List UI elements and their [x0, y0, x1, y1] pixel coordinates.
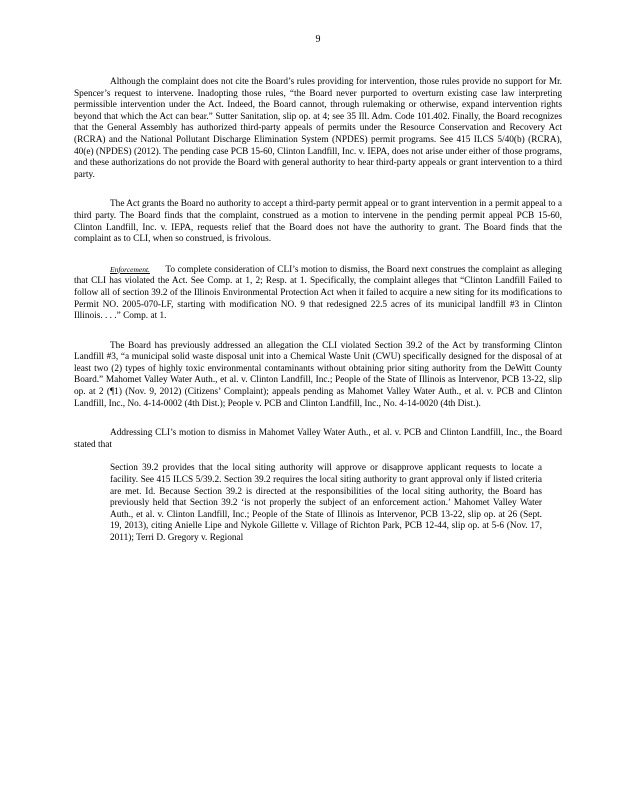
paragraph-prior-allegation: The Board has previously addressed an allegation the CLI violated Section 39.2 of the Act by transforming Clinton Landfill #3, “a municipal solid waste disposal unit into a Chemical Waste Unit (CWU) specifically designed for the disposal of at least two (2) types of highly toxic environmental contaminants without obtaining prior siting authority from the DeWitt County Board.” Mahomet Valley Water Auth., et al. v. Clinton Landfill, Inc.; People of the State of Illinois as Intervenor, PCB 13-22, slip op. at 2 (¶1) (Nov. 9, 2012) (Citizens’ Complaint); appeals pending as Mahomet Valley Water Auth., et al. v. PCB and Clinton Landfill, Inc., No. 4-14-0002 (4th Dist.); People v. PCB and Clinton Landfill, Inc., No. 4-14-0020 (4th Dist.). — [74, 340, 562, 409]
enforcement-heading: Enforcement. — [110, 264, 150, 274]
page-number: 9 — [315, 34, 321, 45]
paragraph-third-party-authority: The Act grants the Board no authority to accept a third-party permit appeal or to grant intervention in a permit appeal to a third party. The Board finds that the complaint, construed as a motion to intervene in the pending permit appeal PCB 15-60, Clinton Landfill, Inc. v. IEPA, requests relief that the Board does not have the authority to grant. The Board finds that the complaint as to CLI, when so construed, is frivolous. — [74, 199, 562, 245]
block-quote: Section 39.2 provides that the local siting authority will approve or disapprove applicant requests to locate a facility. See 415 ILCS 5/39.2. Section 39.2 requires the local siting authority to grant approval only if listed criteria are met. Id. Because Section 39.2 is directed at the responsibilities of the local siting authority, the Board has previously held that Section 39.2 ‘is not properly the subject of an enforcement action.’ Mahomet Valley Water Auth., et al. v. Clinton Landfill, Inc.; People of the State of Illinois as Intervenor, PCB 13-22, slip op. at 26 (Sept. 19, 2013), citing Anielle Lipe and Nykole Gillette v. Village of Richton Park, PCB 12-44, slip op. at 5-6 (Nov. 17, 2011); Terri D. Gregory v. Regional — [110, 463, 542, 543]
paragraph-motion-to-dismiss: Addressing CLI’s motion to dismiss in Mahomet Valley Water Auth., et al. v. PCB and Clinton Landfill, Inc., the Board stated that — [74, 428, 562, 450]
enforcement-text: To complete consideration of CLI’s motion to dismiss, the Board next construes the complaint as alleging that CLI has violated the Act. See Comp. at 1, 2; Resp. at 1. Specifically, the complaint alleges that “Clinton Landfill Failed to follow all of section 39.2 of the Illinois Environmental Protection Act when it failed to acquire a new siting for its modifications to Permit NO. 2005-070-LF, starting with modification NO. 9 that redesigned 22.5 acres of its municipal landfill #3 in Clinton Illinois. . . .” Comp. at 1. — [74, 264, 563, 322]
paragraph-intervention-rules: Although the complaint does not cite the Board’s rules providing for intervention, those rules provide no support for Mr. Spencer’s request to intervene. Inadopting those rules, “the Board never purported to overturn existing case law interpreting permissible intervention under the Act. Indeed, the Board cannot, through rulemaking or otherwise, expand intervention rights beyond that which the Act can bear.” Sutter Sanitation, slip op. at 4; see 35 Ill. Adm. Code 101.402. Finally, the Board recognizes that the General Assembly has authorized third-party appeals of permits under the Resource Conservation and Recovery Act (RCRA) and the National Pollutant Discharge Elimination System (NPDES) permit programs. See 415 ILCS 5/40(b) (RCRA), 40(e) (NPDES) (2012). The pending case PCB 15-60, Clinton Landfill, Inc. v. IEPA, does not arise under either of those programs, and these authorizations do not provide the Board with general authority to hear third-party appeals or grant intervention to a third party. — [74, 77, 562, 180]
paragraph-enforcement — [74, 264, 562, 323]
